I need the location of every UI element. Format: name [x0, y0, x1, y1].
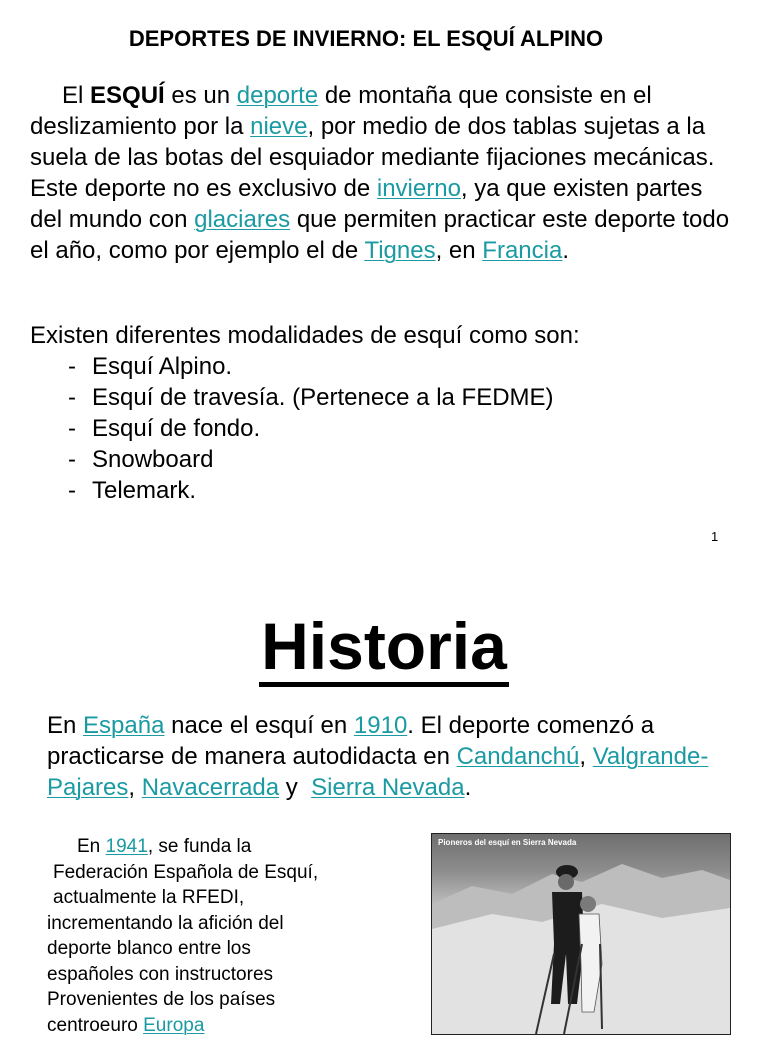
federacion-text: centroeuro	[47, 1014, 138, 1036]
page-title: DEPORTES DE INVIERNO: EL ESQUÍ ALPINO	[128, 26, 604, 51]
list-item	[68, 382, 740, 413]
skiers-photo-art	[432, 834, 730, 1034]
link-espana[interactable]: España	[83, 712, 165, 739]
list-dash: -	[68, 477, 76, 504]
list-item-text: Esquí de fondo.	[92, 415, 261, 442]
federacion-line: Federación Española de Esquí,	[53, 861, 319, 883]
federacion-line	[47, 1013, 377, 1039]
intro-text: .	[562, 237, 569, 264]
espana-text: ,	[128, 774, 142, 801]
intro-text: , por medio de dos tablas sujetas a la suela de las botas del esquiador mediante fijaciones mecánicas. Este deporte no es exclusivo de	[30, 113, 715, 202]
intro-text: de montaña que consiste en el deslizamiento por la	[30, 82, 652, 140]
intro-paragraph	[30, 80, 740, 266]
federacion-paragraph	[47, 834, 377, 1038]
historia-heading	[0, 606, 768, 687]
espana-text: .	[464, 774, 472, 801]
intro-text: El	[62, 82, 91, 109]
intro-text: , en	[435, 237, 483, 264]
federacion-line: españoles con instructores	[47, 963, 274, 985]
espana-text: ,	[579, 743, 593, 770]
list-item	[68, 413, 740, 444]
list-item	[68, 475, 740, 506]
link-1910[interactable]: 1910	[353, 712, 408, 739]
link-sierra-nevada[interactable]: Sierra Nevada	[311, 774, 465, 801]
list-item	[68, 351, 740, 382]
list-item-text: Esquí de travesía. (Pertenece a la FEDME)	[92, 384, 554, 411]
federacion-line: actualmente la RFEDI,	[53, 887, 245, 908]
federacion-line	[47, 834, 377, 860]
federacion-text: En	[77, 836, 106, 857]
link-francia[interactable]: Francia	[482, 237, 563, 264]
link-navacerrada[interactable]: Navacerrada	[141, 774, 280, 801]
list-dash: -	[68, 415, 76, 442]
federacion-text: , se funda la	[147, 836, 252, 857]
page-number: 1	[711, 529, 719, 544]
modalidades-section	[30, 320, 740, 506]
link-1941[interactable]: 1941	[105, 836, 148, 857]
modalidades-list	[30, 351, 740, 506]
link-tignes[interactable]: Tignes	[364, 237, 436, 264]
espana-text: . El deporte comenzó a practicarse de manera autodidacta en	[47, 712, 655, 770]
list-item-text: Snowboard	[92, 446, 214, 473]
link-invierno[interactable]: invierno	[376, 175, 461, 202]
intro-text: que permiten practicar este deporte todo el año, como por ejemplo el de	[30, 206, 730, 264]
federacion-line: incrementando la afición del	[47, 912, 284, 934]
link-nieve[interactable]: nieve	[250, 113, 308, 140]
federacion-line: Provenientes de los países	[47, 989, 276, 1010]
espana-text: nace el esquí en	[164, 712, 354, 739]
link-deporte[interactable]: deporte	[236, 82, 319, 109]
historia-heading-text: Historia	[259, 610, 509, 687]
list-item-text: Telemark.	[92, 477, 197, 504]
list-dash: -	[68, 446, 76, 473]
intro-bold-term: ESQUÍ	[90, 82, 165, 109]
espana-text: y	[279, 774, 312, 801]
federacion-line: deporte blanco entre los	[47, 938, 251, 959]
link-glaciares[interactable]: glaciares	[194, 206, 291, 233]
link-valgrande-pajares[interactable]: Valgrande-Pajares	[47, 743, 709, 801]
list-item-text: Esquí Alpino.	[92, 353, 233, 380]
intro-text: , ya que existen partes del mundo con	[30, 175, 703, 233]
skiers-photo	[431, 833, 731, 1035]
espana-text: En	[47, 712, 84, 739]
espana-paragraph	[47, 710, 737, 803]
list-dash: -	[68, 384, 76, 411]
link-candanchu[interactable]: Candanchú	[456, 743, 580, 770]
list-item	[68, 444, 740, 475]
link-europa[interactable]: Europa	[143, 1014, 205, 1036]
modalidades-intro: Existen diferentes modalidades de esquí como son:	[30, 322, 580, 349]
intro-text: es un	[164, 82, 237, 109]
list-dash: -	[68, 353, 76, 380]
photo-caption: Pioneros del esquí en Sierra Nevada	[438, 838, 577, 847]
